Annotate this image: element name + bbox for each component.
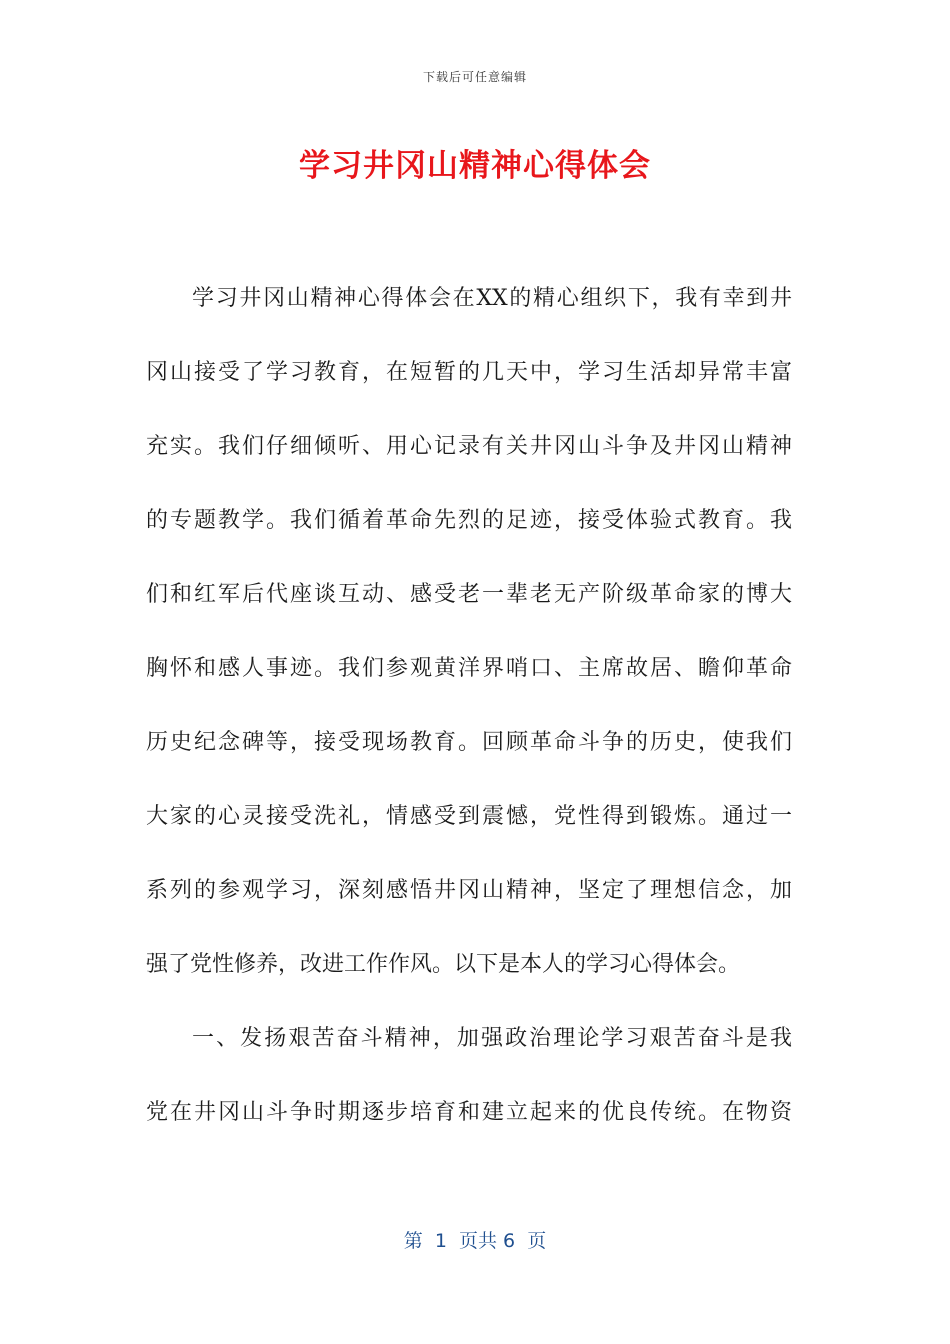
paragraph-line: 强了党性修养，改进工作作风。以下是本人的学习心得体会。	[146, 952, 741, 977]
paragraph-line: 们和红军后代座谈互动、感受老一辈老无产阶级革命家的博大	[146, 582, 792, 607]
paragraph-line: 大家的心灵接受洗礼，情感受到震憾，党性得到锻炼。通过一	[146, 804, 792, 829]
paragraph-line: 历史纪念碑等，接受现场教育。回顾革命斗争的历史，使我们	[146, 730, 792, 755]
document-body	[146, 262, 792, 1150]
paragraph-line: 充实。我们仔细倾听、用心记录有关井冈山斗争及井冈山精神	[146, 434, 792, 459]
document-title: 学习井冈山精神心得体会	[299, 148, 651, 184]
header-note: 下载后可任意编辑	[422, 70, 527, 84]
paragraph-line: 一、发扬艰苦奋斗精神，加强政治理论学习艰苦奋斗是我	[192, 1026, 792, 1051]
page-number-footer: 第 1 页共 6 页	[403, 1230, 547, 1252]
paragraph-line: 学习井冈山精神心得体会在XX的精心组织下，我有幸到井	[192, 286, 792, 311]
paragraph-line: 冈山接受了学习教育，在短暂的几天中，学习生活却异常丰富	[146, 360, 792, 385]
paragraph-line: 的专题教学。我们循着革命先烈的足迹，接受体验式教育。我	[146, 508, 792, 533]
paragraph-line: 党在井冈山斗争时期逐步培育和建立起来的优良传统。在物资	[146, 1100, 792, 1125]
paragraph-line: 系列的参观学习，深刻感悟井冈山精神，坚定了理想信念，加	[146, 878, 792, 903]
paragraph-line: 胸怀和感人事迹。我们参观黄洋界哨口、主席故居、瞻仰革命	[146, 656, 792, 681]
